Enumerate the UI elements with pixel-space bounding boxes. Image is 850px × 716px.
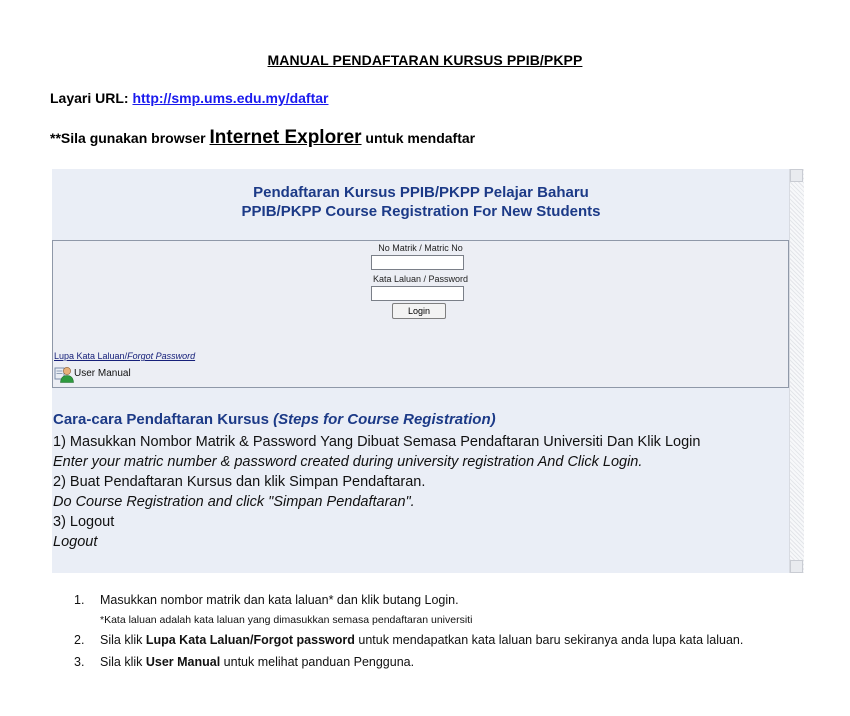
url-line [50, 90, 329, 106]
scroll-down-button[interactable] [790, 560, 803, 573]
password-input[interactable] [371, 286, 464, 301]
login-form [52, 240, 789, 388]
browser-note-prefix: **Sila gunakan browser [50, 130, 210, 146]
heading-english: PPIB/PKPP Course Registration For New Students [241, 203, 601, 220]
instruction-item [74, 629, 774, 651]
scroll-up-button[interactable] [790, 169, 803, 182]
item-note: *Kata laluan adalah kata laluan yang dimasukkan semasa pendaftaran universiti [100, 614, 473, 626]
password-label: Kata Laluan / Password [372, 274, 469, 284]
step-1-english: Enter your matric number & password created during university registration And Click Login. [53, 454, 643, 470]
browser-note-suffix: untuk mendaftar [361, 130, 476, 146]
step-2-malay: 2) Buat Pendaftaran Kursus dan klik Simpan Pendaftaran. [53, 474, 426, 490]
steps-title-english: (Steps for Course Registration) [273, 411, 496, 428]
matric-label: No Matrik / Matric No [378, 243, 463, 253]
steps-title-malay: Cara-cara Pendaftaran Kursus [53, 411, 274, 428]
item-text-bold: User Manual [145, 655, 221, 669]
browser-note [50, 127, 475, 149]
step-2-english: Do Course Registration and click "Simpan Pendaftaran". [53, 494, 415, 510]
step-3-english: Logout [53, 534, 98, 550]
item-text-prefix: Sila klik [100, 633, 146, 647]
instruction-item [74, 589, 774, 629]
user-manual-label: User Manual [74, 368, 131, 379]
matric-input[interactable] [371, 255, 464, 270]
registration-heading [52, 183, 790, 221]
user-manual-icon [54, 365, 74, 383]
forgot-link-english: Forgot Password [127, 351, 196, 361]
item-text-suffix: untuk melihat panduan Pengguna. [220, 655, 415, 669]
heading-malay: Pendaftaran Kursus PPIB/PKPP Pelajar Baharu [253, 184, 589, 201]
login-button[interactable]: Login [392, 303, 446, 319]
item-number: 3. [74, 655, 85, 669]
registration-steps [53, 410, 788, 552]
instruction-item [74, 651, 774, 673]
registration-url-link[interactable]: http://smp.ums.edu.my/daftar [132, 90, 329, 106]
item-text-bold: Lupa Kata Laluan/Forgot password [145, 633, 355, 647]
item-text-suffix: untuk mendapatkan kata laluan baru sekiranya anda lupa kata laluan. [354, 633, 744, 647]
item-number: 1. [74, 593, 85, 607]
item-text-prefix: Sila klik [100, 655, 146, 669]
forgot-password-link[interactable] [54, 351, 195, 361]
browser-name: Internet Explorer [209, 127, 362, 148]
instruction-list [74, 589, 774, 673]
url-label: Layari URL: [50, 90, 133, 106]
item-text: Masukkan nombor matrik dan kata laluan* dan klik butang Login. [100, 593, 459, 607]
login-page-screenshot [52, 169, 804, 573]
forgot-link-malay: Lupa Kata Laluan/ [54, 351, 128, 361]
step-1-malay: 1) Masukkan Nombor Matrik & Password Yang Dibuat Semasa Pendaftaran Universiti Dan Klik Login [53, 434, 701, 450]
steps-title [53, 410, 788, 430]
document-title: MANUAL PENDAFTARAN KURSUS PPIB/PKPP [267, 52, 583, 68]
item-number: 2. [74, 633, 85, 647]
scrollbar[interactable] [789, 169, 804, 573]
step-3-malay: 3) Logout [53, 514, 115, 530]
